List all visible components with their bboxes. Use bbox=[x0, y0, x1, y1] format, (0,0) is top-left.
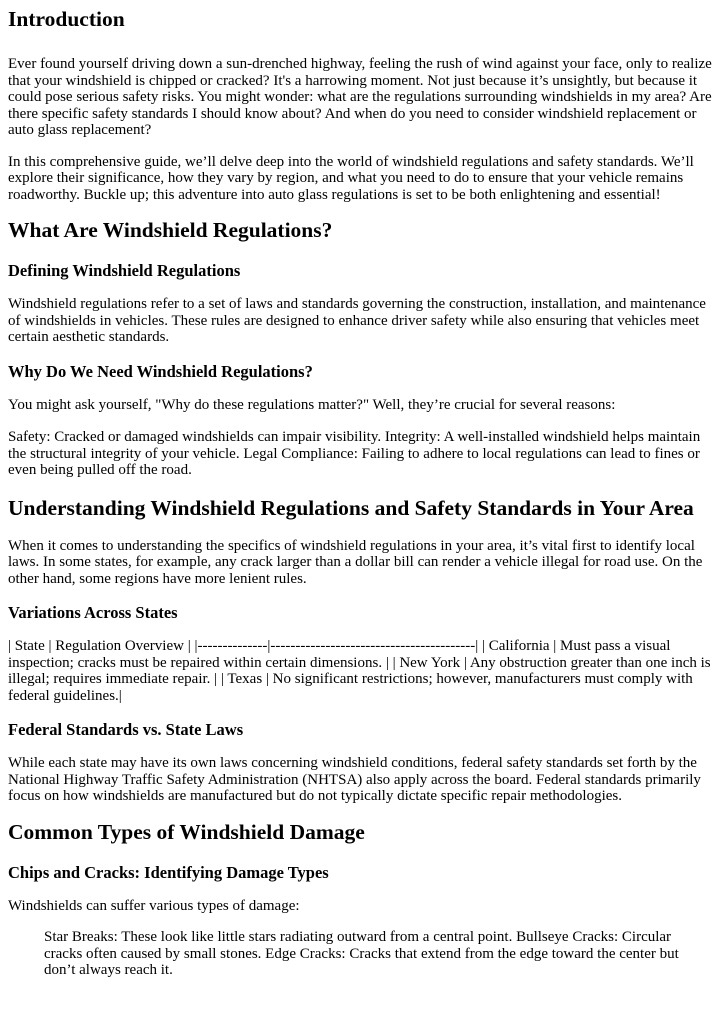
defining-regulations-heading: Defining Windshield Regulations bbox=[8, 261, 241, 280]
variations-table-text: | State | Regulation Overview | |--------------|-----------------------------------------| | California | Must pass a visual inspection; cracks must be repaired within certain dimensions. | | New York | Any obstruction greater than one inch is illegal; requires immediate repair. | | Texas | No significant restrictions; however, manufacturers must comply with federal guidelines.| bbox=[8, 638, 711, 704]
chips-and-cracks-paragraph: Windshields can suffer various types of damage: bbox=[8, 897, 300, 914]
understanding-regulations-paragraph: When it comes to understanding the specifics of windshield regulations in your area, it’s vital first to identify local laws. In some states, for example, any crack larger than a dollar bill can render a vehicle illegal for road use. On the other hand, some regions have more lenient rules. bbox=[8, 537, 703, 587]
defining-regulations-paragraph: Windshield regulations refer to a set of laws and standards governing the construction, installation, and maintenance of windshields in vehicles. These rules are designed to enhance driver safety while also ensuring that vehicles meet certain aesthetic standards. bbox=[8, 296, 706, 345]
introduction-heading: Introduction bbox=[8, 7, 125, 31]
introduction-paragraph-1: Ever found yourself driving down a sun-drenched highway, feeling the rush of wind against your face, only to realize that your windshield is chipped or cracked? It's a harrowing moment. Not just because it’s unsightly, but because it could pose serious safety risks. You might wonder: what are the regulations surrounding windshields in my area? Are there specific safety standards I should know about? And when do you need to consider windshield replacement or auto glass replacement? bbox=[8, 56, 712, 138]
introduction-paragraph-2: In this comprehensive guide, we’ll delve deep into the world of windshield regulations and safety standards. We’ll explore their significance, how they vary by region, and what you need to do to ensure that your vehicle remains roadworthy. Buckle up; this adventure into auto glass regulations is set to be both enlightening and essential! bbox=[8, 153, 694, 203]
why-regulations-heading: Why Do We Need Windshield Regulations? bbox=[8, 361, 313, 381]
what-are-regulations-heading: What Are Windshield Regulations? bbox=[8, 218, 333, 242]
federal-vs-state-heading: Federal Standards vs. State Laws bbox=[8, 720, 244, 739]
why-regulations-paragraph-1: You might ask yourself, "Why do these regulations matter?" Well, they’re crucial for several reasons: bbox=[8, 396, 616, 413]
common-damage-heading: Common Types of Windshield Damage bbox=[8, 819, 365, 844]
why-regulations-paragraph-2: Safety: Cracked or damaged windshields can impair visibility. Integrity: A well-installed windshield helps maintain the structural integrity of your vehicle. Legal Compliance: Failing to adhere to local regulations can lead to fines or even being pulled off the road. bbox=[8, 429, 701, 478]
federal-vs-state-paragraph: While each state may have its own laws concerning windshield conditions, federal safety standards set forth by the National Highway Traffic Safety Administration (NHTSA) also apply across the board. Federal standards primarily focus on how windshields are manufactured but do not typically dictate specific repair methodologies. bbox=[8, 755, 701, 804]
variations-across-states-heading: Variations Across States bbox=[8, 603, 178, 622]
understanding-regulations-heading: Understanding Windshield Regulations and Safety Standards in Your Area bbox=[8, 495, 694, 520]
damage-types-quote: Star Breaks: These look like little stars radiating outward from a central point. Bullseye Cracks: Circular cracks often caused by small stones. Edge Cracks: Cracks that extend from the edge toward the center but don’t always reach it. bbox=[44, 929, 679, 978]
chips-and-cracks-heading: Chips and Cracks: Identifying Damage Types bbox=[8, 862, 329, 882]
